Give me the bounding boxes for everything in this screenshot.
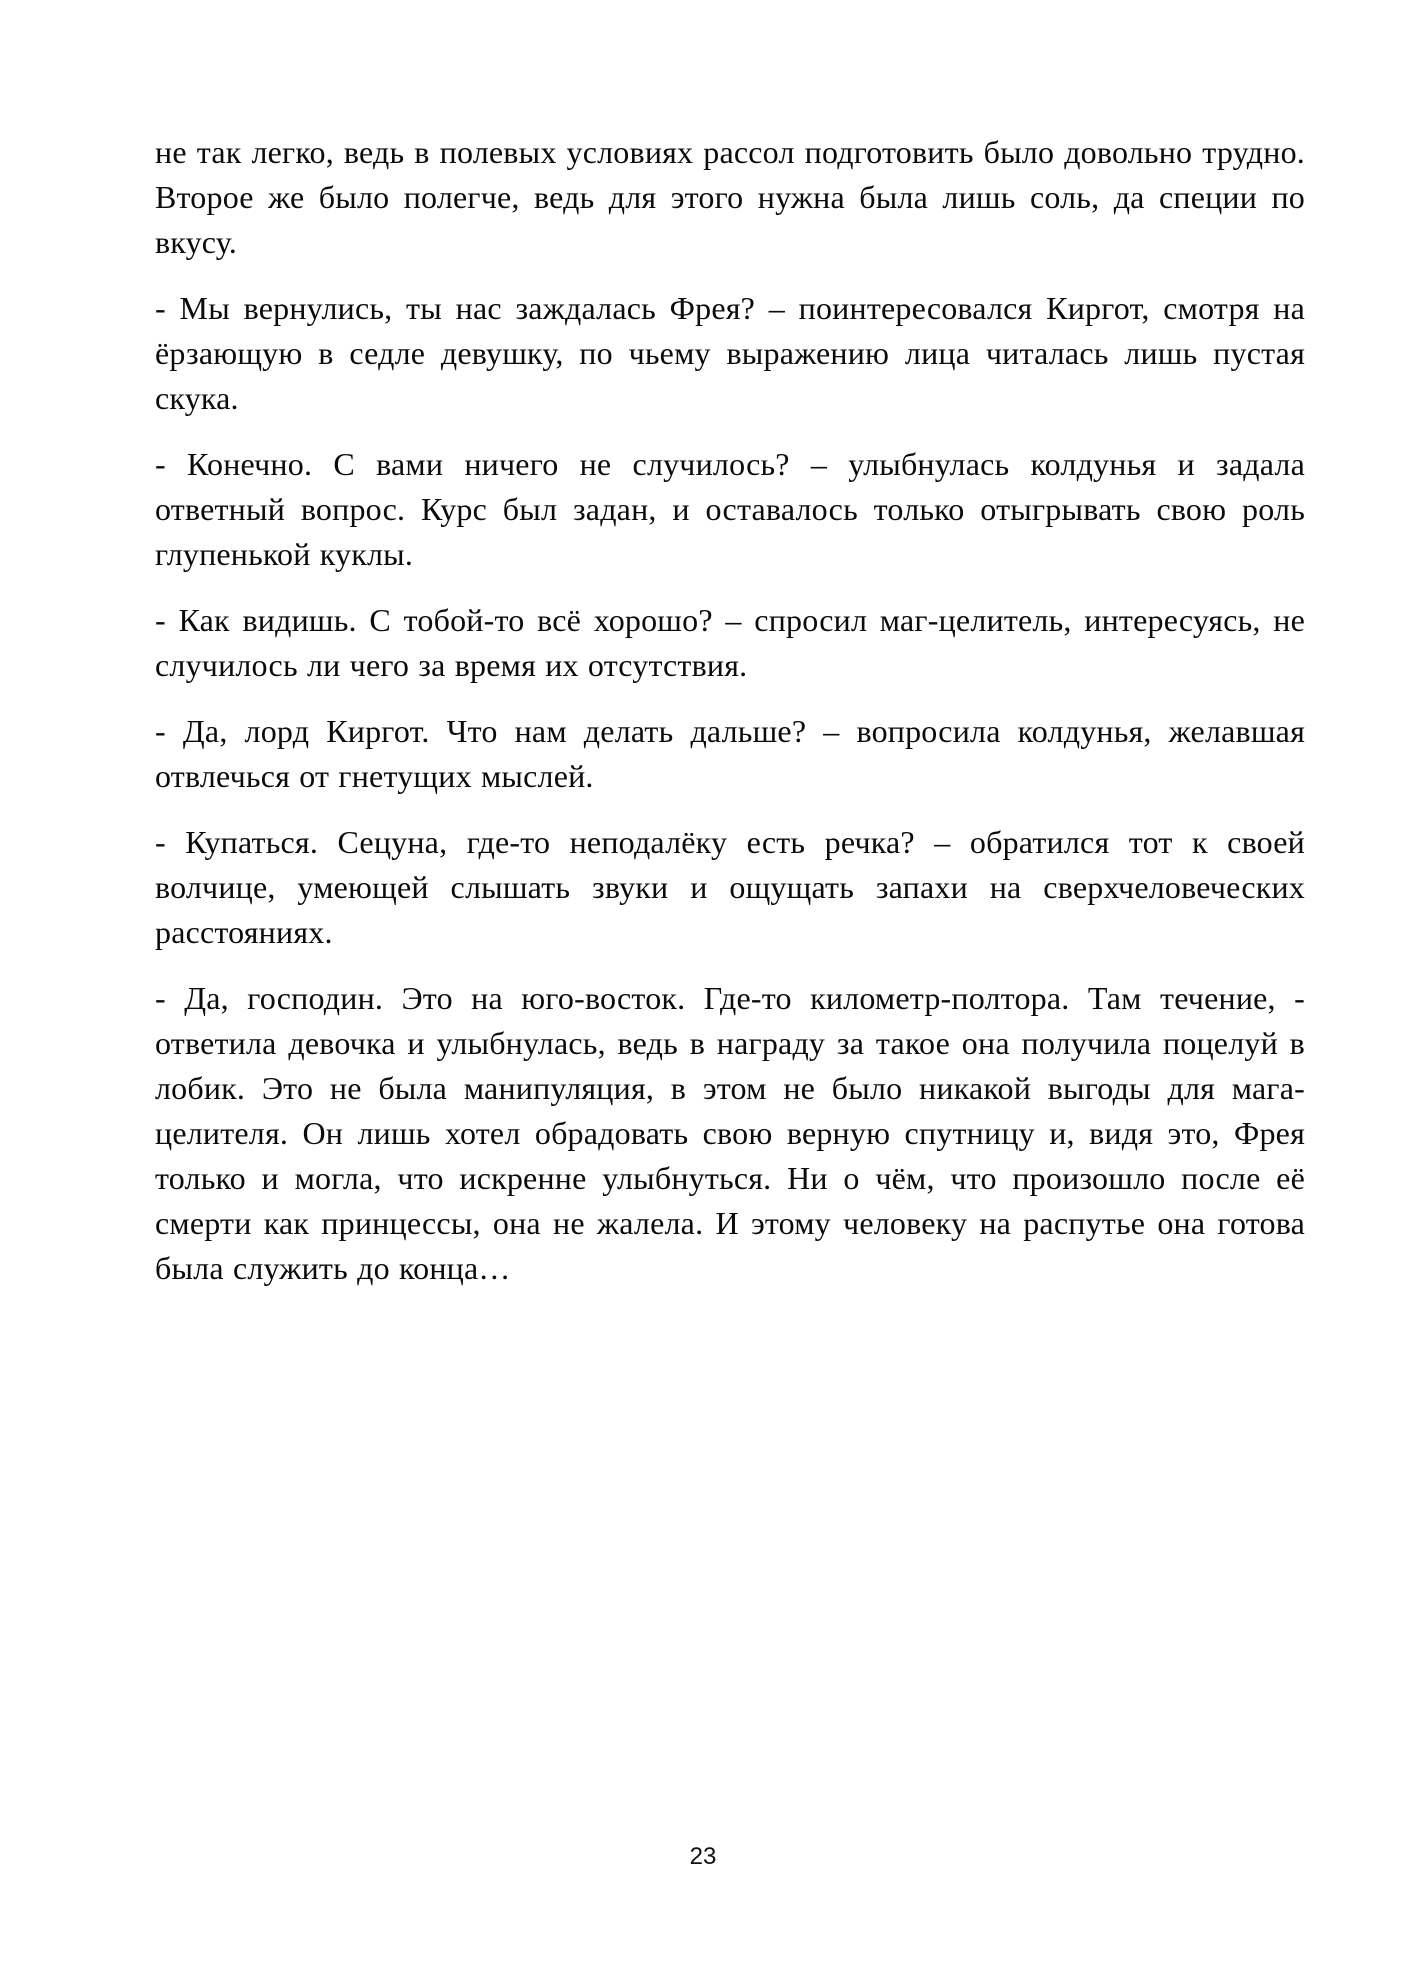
paragraph: - Да, господин. Это на юго-восток. Где-то километр-полтора. Там течение, - ответила девочка и улыбнулась, ведь в награду за такое она получила поцелуй в лобик. Это не была манипуляция, в этом не было никакой выгоды для мага-целителя. Он лишь хотел обрадовать свою верную спутницу и, видя это, Фрея только и могла, что искренне улыбнуться. Ни о чём, что произошло после её смерти как принцессы, она не жалела. И этому человеку на распутье она готова была служить до конца… xyxy=(155,980,1305,1286)
paragraph: - Мы вернулись, ты нас заждалась Фрея? – поинтересовался Киргот, смотря на ёрзающую в седле девушку, по чьему выражению лица читалась лишь пустая скука. xyxy=(155,290,1305,416)
paragraph: не так легко, ведь в полевых условиях рассол подготовить было довольно трудно. Второе же было полегче, ведь для этого нужна была лишь соль, да специи по вкусу. xyxy=(155,134,1305,260)
text-block xyxy=(155,130,1305,1312)
paragraph: - Купаться. Сецуна, где-то неподалёку есть речка? – обратился тот к своей волчице, умеющей слышать звуки и ощущать запахи на сверхчеловеческих расстояниях. xyxy=(155,824,1305,950)
page-number: 23 xyxy=(689,1843,717,1870)
paragraph: - Как видишь. С тобой-то всё хорошо? – спросил маг-целитель, интересуясь, не случилось ли чего за время их отсутствия. xyxy=(155,602,1305,683)
paragraph: - Да, лорд Киргот. Что нам делать дальше? – вопросила колдунья, желавшая отвлечься от гнетущих мыслей. xyxy=(155,713,1305,794)
paragraph: - Конечно. С вами ничего не случилось? – улыбнулась колдунья и задала ответный вопрос. Курс был задан, и оставалось только отыгрывать свою роль глупенькой куклы. xyxy=(155,446,1305,572)
